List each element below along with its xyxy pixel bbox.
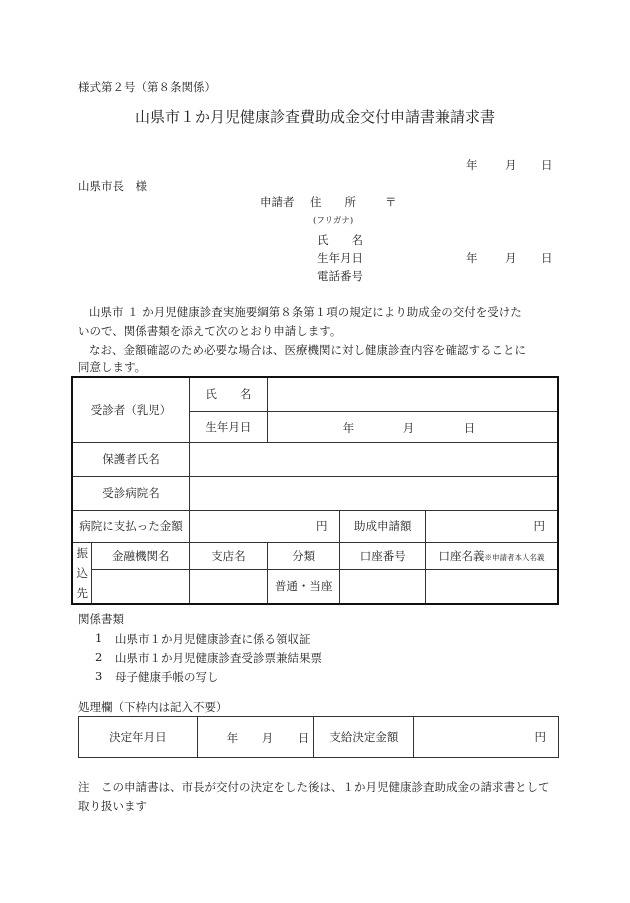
decision-amount-label: 支給決定金額 [314,717,414,758]
grant-amount-label: 助成申請額 [340,510,426,542]
header-day: 日 [541,158,553,172]
doc-item-3-text: 母子健康手帳の写し [115,670,219,684]
doc-item-1-num: 1 [95,631,103,645]
applicant-birthdate-label: 生年月日 [317,251,363,265]
furigana-label: (フリガナ) [313,216,354,226]
patient-birthdate-field[interactable] [267,411,558,442]
doc-item-1-text: 山県市１か月児健康診査に係る領収証 [115,632,311,646]
patient-birth-year: 年 [342,420,355,435]
applicant-label: 申請者 [260,195,295,209]
transfer-label [72,542,92,604]
note-line-2: 取り扱います [78,799,147,813]
doc-item-3-num: 3 [95,669,103,683]
decision-year: 年 [226,731,239,745]
decision-date-label: 決定年月日 [79,717,198,758]
form-number: 様式第２号（第８条関係） [78,80,216,94]
patient-birth-month: 月 [402,420,415,435]
paid-amount-label: 病院に支払った金額 [72,510,189,542]
account-holder-field[interactable] [426,570,558,604]
bank-label: 金融機関名 [92,542,190,570]
hospital-name-field[interactable] [189,476,558,510]
transfer-char-1: 振 [76,545,88,560]
bank-name-field[interactable] [92,570,190,604]
docs-heading: 関係書類 [78,612,124,626]
grant-amount-field[interactable]: 円 [426,510,558,542]
header-month: 月 [505,158,517,172]
phone-label: 電話番号 [317,269,363,283]
guardian-label: 保護者氏名 [72,442,189,476]
account-number-field[interactable] [340,570,426,604]
doc-item-2-text: 山県市１か月児健康診査受診票兼結果票 [115,651,322,665]
body-paragraph-1-line-2: いので、関係書類を添えて次のとおり申請します。 [78,324,342,338]
page-title: 山県市１か月児健康診査費助成金交付申請書兼請求書 [134,108,495,126]
account-holder-note: ※申請者本人名義 [484,552,545,562]
body-paragraph-2-line-2: 同意します。 [78,360,147,374]
branch-name-field[interactable] [189,570,267,604]
body-paragraph-2-line-1: なお、金額確認のため必要な場合は、医療機関に対し健康診査内容を確認することに [89,343,526,357]
transfer-char-3: 先 [76,585,88,600]
header-year: 年 [466,158,478,172]
account-type-value[interactable]: 普通・当座 [267,570,340,604]
account-type-label: 分類 [267,542,340,570]
applicant-birth-day: 日 [541,251,553,265]
patient-label: 受診者（乳児） [72,377,189,442]
patient-name-field[interactable] [267,377,558,411]
account-number-label: 口座番号 [340,542,426,570]
addressee: 山県市長 様 [78,179,147,193]
address-label: 住 所 [310,195,356,209]
decision-day: 日 [297,731,310,745]
applicant-name-label: 氏 名 [317,233,363,247]
patient-birthdate-label: 生年月日 [189,411,267,442]
account-holder-label [426,542,558,570]
decision-month: 月 [261,731,274,745]
patient-name-label: 氏 名 [189,377,267,411]
transfer-char-2: 込 [76,565,88,580]
paid-amount-field[interactable]: 円 [189,510,339,542]
body-paragraph-1-line-1: 山県市 １ か月児健康診査実施要綱第８条第１項の規定により助成金の交付を受けた [89,305,522,319]
application-table [71,376,559,605]
processing-heading: 処理欄（下枠内は記入不要） [78,700,228,714]
branch-label: 支店名 [189,542,267,570]
processing-table [78,716,559,758]
decision-date-field [197,717,314,758]
note-line-1: 注 この申請書は、市長が交付の決定をした後は、１か月児健康診査助成金の請求書として [78,780,550,794]
patient-birth-day: 日 [463,420,476,435]
account-holder-text: 口座名義 [438,548,485,563]
doc-item-2-num: 2 [95,650,103,664]
guardian-name-field[interactable] [189,442,558,476]
decision-amount-field: 円 [414,717,559,758]
applicant-birth-year: 年 [466,251,478,265]
applicant-birth-month: 月 [505,251,517,265]
hospital-label: 受診病院名 [72,476,189,510]
postal-mark: 〒 [385,195,397,209]
